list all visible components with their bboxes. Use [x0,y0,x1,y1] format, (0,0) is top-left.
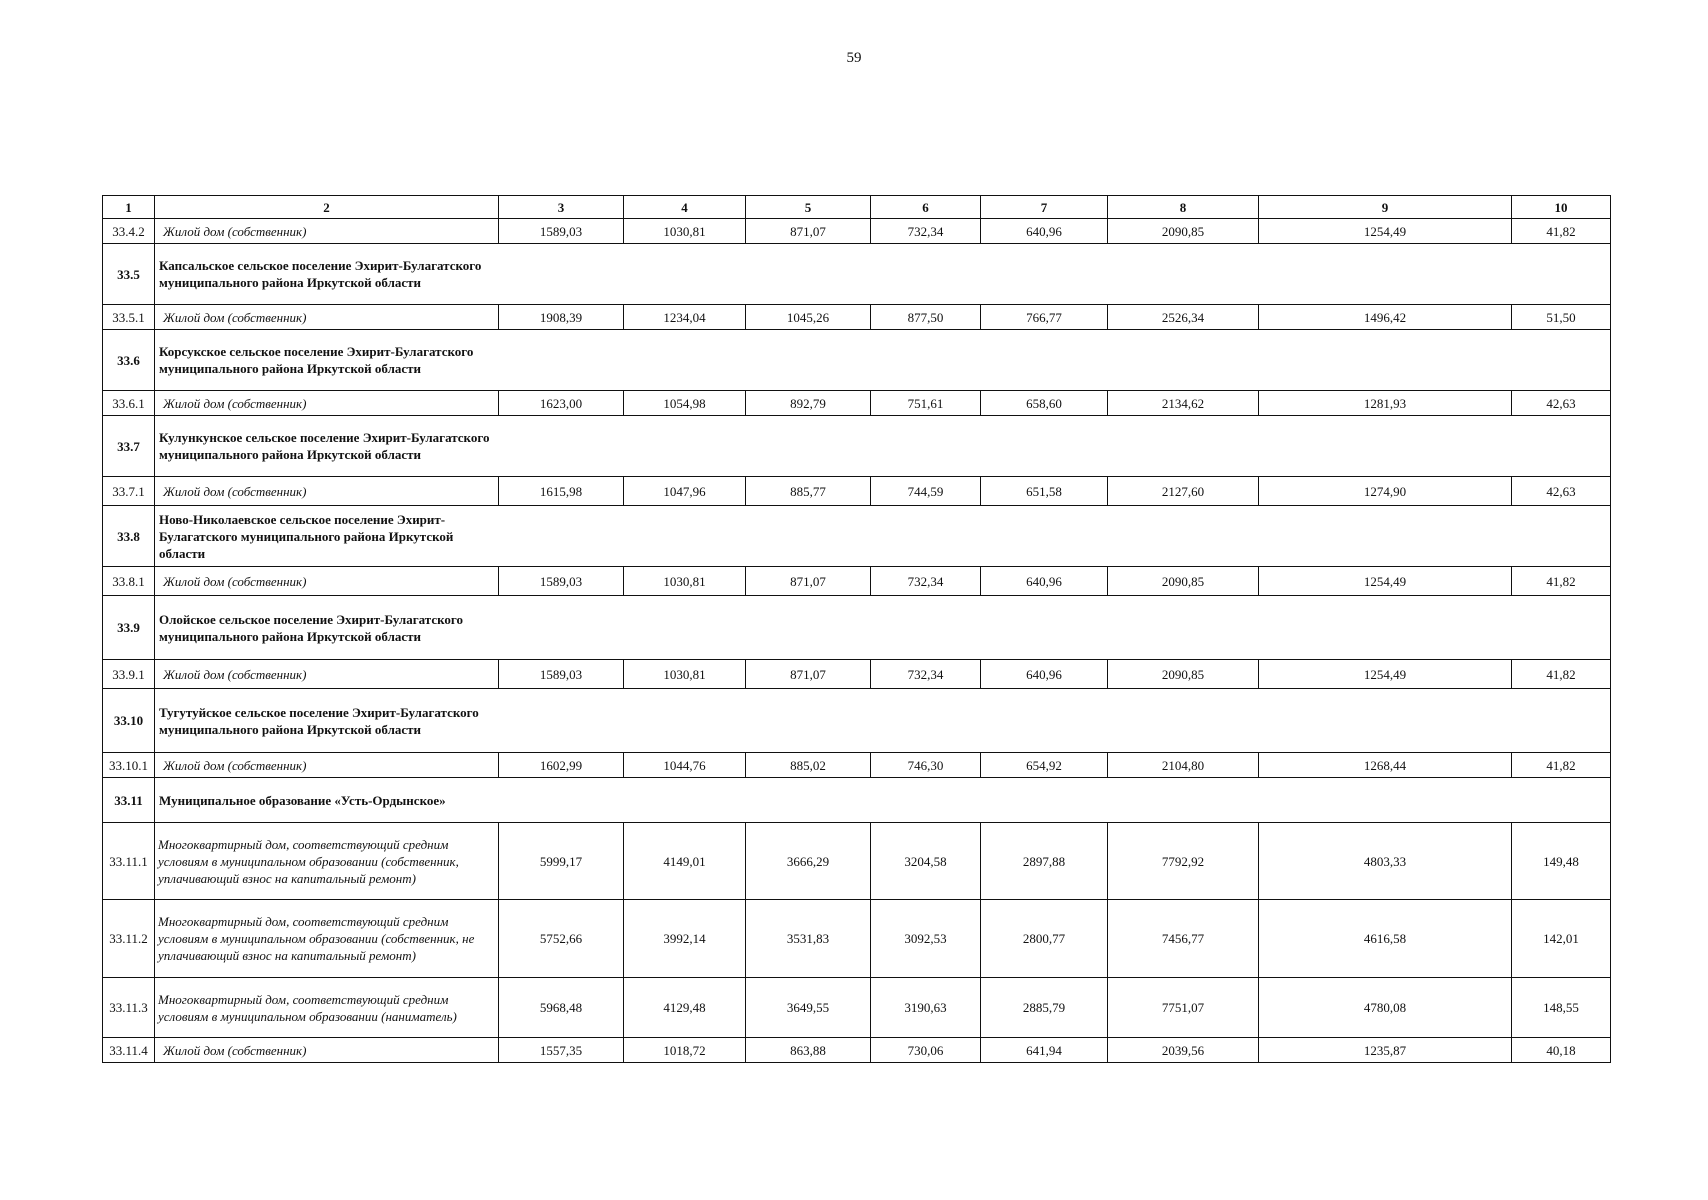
section-row [103,330,1611,391]
value-cell-col-6: 746,30 [871,753,981,778]
value-cell-col-4: 1030,81 [624,567,746,596]
row-label: Жилой дом (собственник) [155,660,499,689]
column-header-5: 5 [746,196,871,219]
row-code: 33.11.4 [103,1038,155,1063]
value-cell-col-3: 1623,00 [499,391,624,416]
value-cell-col-7: 658,60 [981,391,1108,416]
value-cell-col-9: 1496,42 [1259,305,1512,330]
value-cell-col-5: 871,07 [746,660,871,689]
table-row [103,900,1611,978]
section-row [103,244,1611,305]
section-title: Тугутуйское сельское поселение Эхирит-Булагатского муниципального района Иркутской области [155,689,499,753]
value-cell-col-10: 142,01 [1512,900,1611,978]
table-header-row [103,196,1611,219]
section-row [103,689,1611,753]
table-body [103,219,1611,1063]
value-cell-col-10: 51,50 [1512,305,1611,330]
column-header-8: 8 [1108,196,1259,219]
page-number: 59 [846,50,862,66]
value-cell-col-3: 1589,03 [499,660,624,689]
value-cell-col-9: 1268,44 [1259,753,1512,778]
value-cell-col-9: 1254,49 [1259,219,1512,244]
section-fill [499,416,1611,477]
table-row [103,305,1611,330]
value-cell-col-5: 892,79 [746,391,871,416]
section-title: Кулункунское сельское поселение Эхирит-Булагатского муниципального района Иркутской области [155,416,499,477]
section-title: Олойское сельское поселение Эхирит-Булагатского муниципального района Иркутской области [155,596,499,660]
value-cell-col-8: 2134,62 [1108,391,1259,416]
value-cell-col-6: 877,50 [871,305,981,330]
value-cell-col-10: 42,63 [1512,477,1611,506]
row-code: 33.5.1 [103,305,155,330]
value-cell-col-9: 1254,49 [1259,660,1512,689]
section-title: Капсальское сельское поселение Эхирит-Булагатского муниципального района Иркутской области [155,244,499,305]
row-code: 33.8.1 [103,567,155,596]
value-cell-col-6: 3204,58 [871,823,981,900]
value-cell-col-6: 732,34 [871,567,981,596]
row-code: 33.10.1 [103,753,155,778]
value-cell-col-8: 2090,85 [1108,567,1259,596]
value-cell-col-8: 7792,92 [1108,823,1259,900]
value-cell-col-8: 2127,60 [1108,477,1259,506]
value-cell-col-4: 1047,96 [624,477,746,506]
value-cell-col-6: 732,34 [871,219,981,244]
value-cell-col-10: 41,82 [1512,660,1611,689]
value-cell-col-6: 3092,53 [871,900,981,978]
value-cell-col-9: 1281,93 [1259,391,1512,416]
row-code: 33.7.1 [103,477,155,506]
row-label: Жилой дом (собственник) [155,305,499,330]
value-cell-col-9: 1274,90 [1259,477,1512,506]
table-row [103,477,1611,506]
value-cell-col-10: 149,48 [1512,823,1611,900]
table-row [103,567,1611,596]
value-cell-col-7: 654,92 [981,753,1108,778]
value-cell-col-7: 640,96 [981,660,1108,689]
value-cell-col-3: 5968,48 [499,978,624,1038]
row-code: 33.10 [103,689,155,753]
row-code: 33.11.2 [103,900,155,978]
row-label: Жилой дом (собственник) [155,753,499,778]
value-cell-col-3: 1615,98 [499,477,624,506]
table-row [103,391,1611,416]
value-cell-col-5: 3666,29 [746,823,871,900]
value-cell-col-5: 871,07 [746,219,871,244]
value-cell-col-10: 41,82 [1512,219,1611,244]
column-header-6: 6 [871,196,981,219]
value-cell-col-4: 4149,01 [624,823,746,900]
column-header-4: 4 [624,196,746,219]
row-code: 33.6.1 [103,391,155,416]
table-row [103,1038,1611,1063]
value-cell-col-6: 744,59 [871,477,981,506]
value-cell-col-4: 1234,04 [624,305,746,330]
row-label: Многоквартирный дом, соответствующий средним условиям в муниципальном образовании (собственник, уплачивающий взнос на капитальный ремонт) [155,823,499,900]
value-cell-col-8: 2039,56 [1108,1038,1259,1063]
section-row [103,416,1611,477]
value-cell-col-4: 1044,76 [624,753,746,778]
section-row [103,506,1611,567]
value-cell-col-5: 3531,83 [746,900,871,978]
table-row [103,753,1611,778]
value-cell-col-10: 148,55 [1512,978,1611,1038]
value-cell-col-3: 1589,03 [499,567,624,596]
column-header-7: 7 [981,196,1108,219]
value-cell-col-6: 732,34 [871,660,981,689]
value-cell-col-4: 3992,14 [624,900,746,978]
row-code: 33.5 [103,244,155,305]
value-cell-col-3: 1557,35 [499,1038,624,1063]
row-code: 33.11.1 [103,823,155,900]
section-fill [499,244,1611,305]
value-cell-col-10: 40,18 [1512,1038,1611,1063]
value-cell-col-8: 2090,85 [1108,219,1259,244]
table-row [103,660,1611,689]
value-cell-col-5: 863,88 [746,1038,871,1063]
value-cell-col-4: 1054,98 [624,391,746,416]
row-label: Многоквартирный дом, соответствующий средним условиям в муниципальном образовании (наниматель) [155,978,499,1038]
table-row [103,978,1611,1038]
section-title: Ново-Николаевское сельское поселение Эхирит-Булагатского муниципального района Иркутской области [155,506,499,567]
value-cell-col-3: 5999,17 [499,823,624,900]
value-cell-col-7: 2885,79 [981,978,1108,1038]
value-cell-col-9: 1254,49 [1259,567,1512,596]
value-cell-col-5: 1045,26 [746,305,871,330]
section-title: Корсукское сельское поселение Эхирит-Булагатского муниципального района Иркутской области [155,330,499,391]
column-header-10: 10 [1512,196,1611,219]
row-label: Жилой дом (собственник) [155,1038,499,1063]
value-cell-col-3: 1602,99 [499,753,624,778]
value-cell-col-8: 2090,85 [1108,660,1259,689]
section-fill [499,778,1611,823]
row-code: 33.11.3 [103,978,155,1038]
value-cell-col-4: 1030,81 [624,219,746,244]
value-cell-col-4: 1018,72 [624,1038,746,1063]
value-cell-col-8: 2526,34 [1108,305,1259,330]
value-cell-col-6: 751,61 [871,391,981,416]
value-cell-col-3: 5752,66 [499,900,624,978]
value-cell-col-8: 7751,07 [1108,978,1259,1038]
value-cell-col-5: 885,77 [746,477,871,506]
value-cell-col-8: 7456,77 [1108,900,1259,978]
row-label: Жилой дом (собственник) [155,219,499,244]
value-cell-col-10: 42,63 [1512,391,1611,416]
section-fill [499,689,1611,753]
row-code: 33.9 [103,596,155,660]
value-cell-col-9: 4803,33 [1259,823,1512,900]
value-cell-col-4: 1030,81 [624,660,746,689]
section-fill [499,596,1611,660]
row-code: 33.11 [103,778,155,823]
table-row [103,823,1611,900]
section-title: Муниципальное образование «Усть-Ордынское» [155,778,499,823]
value-cell-col-9: 4780,08 [1259,978,1512,1038]
value-cell-col-6: 3190,63 [871,978,981,1038]
row-code: 33.8 [103,506,155,567]
value-cell-col-7: 640,96 [981,567,1108,596]
value-cell-col-9: 1235,87 [1259,1038,1512,1063]
value-cell-col-5: 871,07 [746,567,871,596]
column-header-1: 1 [103,196,155,219]
value-cell-col-7: 2897,88 [981,823,1108,900]
value-cell-col-10: 41,82 [1512,567,1611,596]
section-fill [499,506,1611,567]
row-label: Жилой дом (собственник) [155,391,499,416]
value-cell-col-3: 1589,03 [499,219,624,244]
value-cell-col-7: 640,96 [981,219,1108,244]
value-cell-col-4: 4129,48 [624,978,746,1038]
section-fill [499,330,1611,391]
value-cell-col-9: 4616,58 [1259,900,1512,978]
value-cell-col-7: 766,77 [981,305,1108,330]
column-header-2: 2 [155,196,499,219]
value-cell-col-5: 885,02 [746,753,871,778]
row-label: Жилой дом (собственник) [155,477,499,506]
value-cell-col-10: 41,82 [1512,753,1611,778]
value-cell-col-6: 730,06 [871,1038,981,1063]
value-cell-col-7: 651,58 [981,477,1108,506]
column-header-3: 3 [499,196,624,219]
section-row [103,778,1611,823]
value-cell-col-3: 1908,39 [499,305,624,330]
row-code: 33.9.1 [103,660,155,689]
row-label: Многоквартирный дом, соответствующий средним условиям в муниципальном образовании (собственник, не уплачивающий взнос на капитальный ремонт) [155,900,499,978]
value-cell-col-7: 641,94 [981,1038,1108,1063]
section-row [103,596,1611,660]
table-row [103,219,1611,244]
row-label: Жилой дом (собственник) [155,567,499,596]
tariff-table [102,195,1611,1063]
row-code: 33.7 [103,416,155,477]
row-code: 33.6 [103,330,155,391]
value-cell-col-8: 2104,80 [1108,753,1259,778]
value-cell-col-7: 2800,77 [981,900,1108,978]
value-cell-col-5: 3649,55 [746,978,871,1038]
column-header-9: 9 [1259,196,1512,219]
row-code: 33.4.2 [103,219,155,244]
